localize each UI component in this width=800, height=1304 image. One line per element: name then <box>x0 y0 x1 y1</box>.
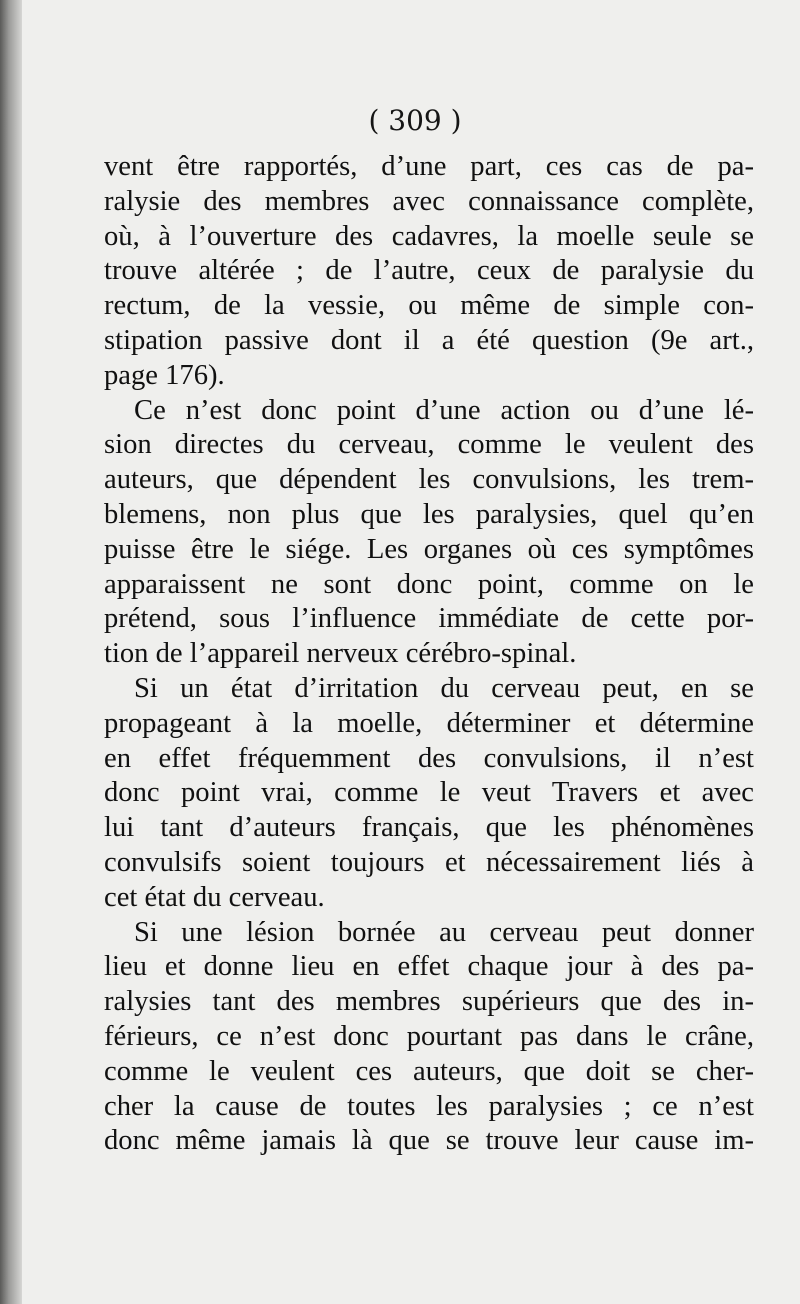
text-line: prétend, sous l’influence immédiate de cette por- <box>104 603 754 635</box>
text-line: auteurs, que dépendent les convulsions, les trem- <box>104 464 754 496</box>
text-line: sion directes du cerveau, comme le veulent des <box>104 429 754 461</box>
text-line: lui tant d’auteurs français, que les phénomènes <box>104 812 754 844</box>
page-binding-shadow <box>0 0 22 1304</box>
text-line: comme le veulent ces auteurs, que doit se cher- <box>104 1055 754 1087</box>
text-line: puisse être le siége. Les organes où ces symptômes <box>104 533 754 565</box>
text-line: où, à l’ouverture des cadavres, la moelle seule se <box>104 220 754 252</box>
text-line: donc point vrai, comme le veut Travers et avec <box>104 777 754 809</box>
body-text <box>104 150 754 1159</box>
text-line: lieu et donne lieu en effet chaque jour à des pa- <box>104 951 754 983</box>
paragraph-start-line: Si une lésion bornée au cerveau peut donner <box>134 916 754 948</box>
paragraph-start-line: Ce n’est donc point d’une action ou d’une lé- <box>134 394 754 426</box>
text-line: tion de l’appareil nerveux cérébro-spinal. <box>104 638 577 670</box>
text-line: blemens, non plus que les paralysies, quel qu’en <box>104 498 754 530</box>
page-number: ( 309 ) <box>368 104 462 137</box>
text-line: cet état du cerveau. <box>104 881 325 913</box>
text-line: ralysie des membres avec connaissance complète, <box>104 185 754 217</box>
text-line: en effet fréquemment des convulsions, il n’est <box>104 742 754 774</box>
text-line: ralysies tant des membres supérieurs que des in- <box>104 986 754 1018</box>
text-line: stipation passive dont il a été question (9e art., <box>104 324 754 356</box>
text-line: convulsifs soient toujours et nécessairement liés à <box>104 846 754 878</box>
text-line: vent être rapportés, d’une part, ces cas de pa- <box>104 151 754 182</box>
text-line: page 176). <box>104 359 225 391</box>
text-line: propageant à la moelle, déterminer et détermine <box>104 707 754 739</box>
text-line: apparaissent ne sont donc point, comme on le <box>104 568 754 600</box>
text-line: donc même jamais là que se trouve leur cause im- <box>104 1125 754 1157</box>
text-line: férieurs, ce n’est donc pourtant pas dans le crâne, <box>104 1020 754 1052</box>
text-line: cher la cause de toutes les paralysies ; ce n’est <box>104 1090 754 1122</box>
text-line: trouve altérée ; de l’autre, ceux de paralysie du <box>104 255 754 287</box>
text-line: rectum, de la vessie, ou même de simple con- <box>104 290 754 322</box>
paragraph-start-line: Si un état d’irritation du cerveau peut, en se <box>134 672 754 704</box>
